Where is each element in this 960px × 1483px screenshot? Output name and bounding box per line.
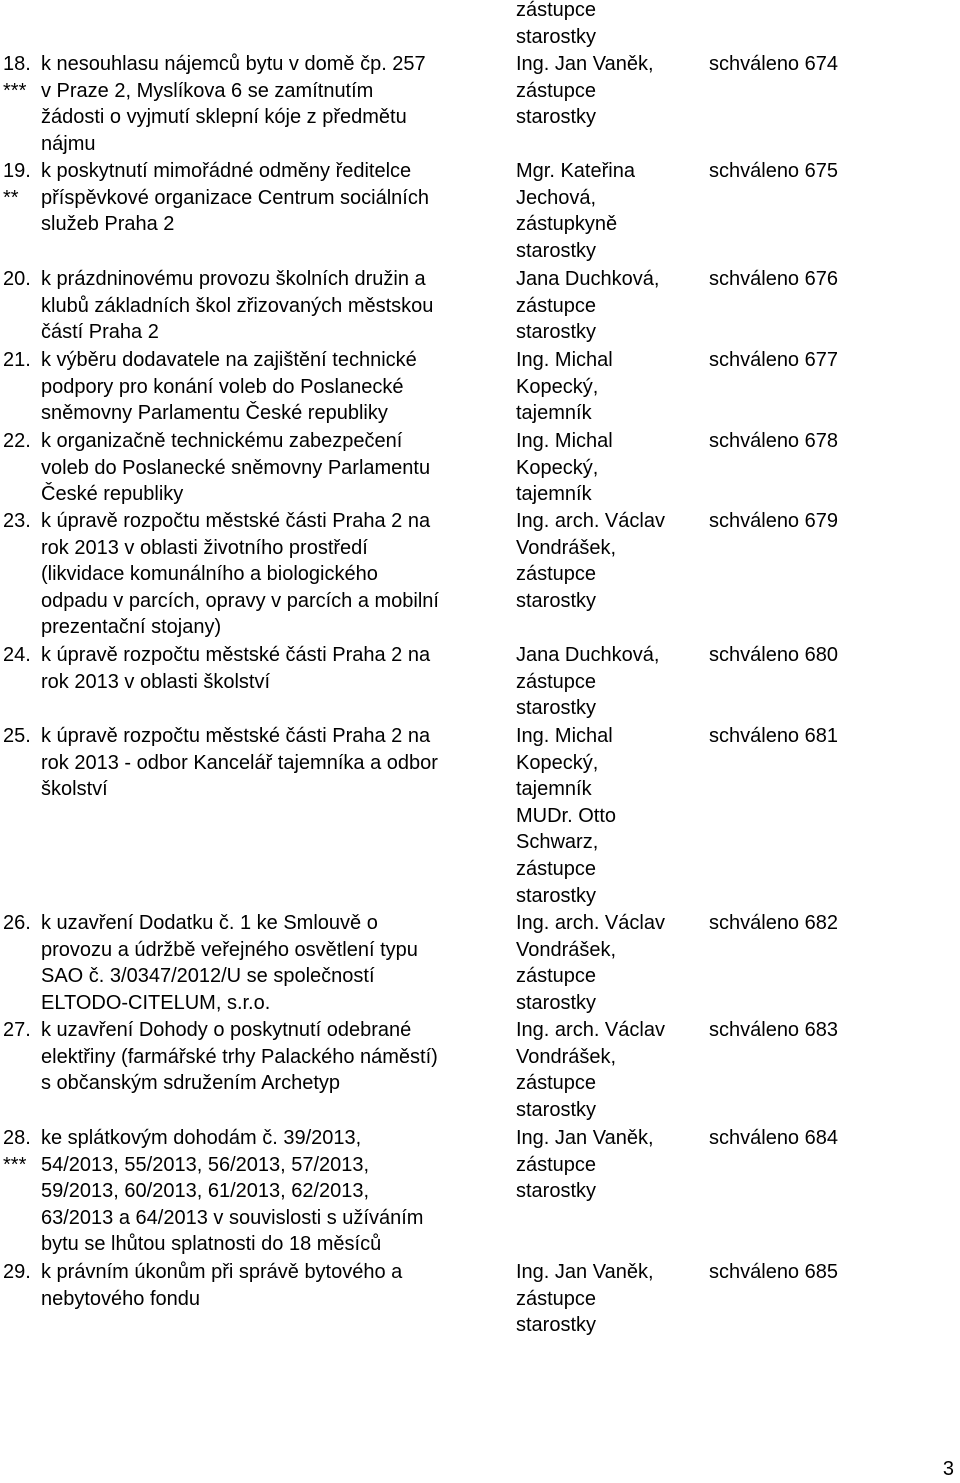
- description-line: 63/2013 a 64/2013 v souvislosti s užíváním: [41, 1206, 424, 1229]
- presenter-line: starostky: [516, 1314, 597, 1337]
- presenter-line: starostky: [516, 991, 597, 1014]
- presenter-line: Kopecký,: [516, 456, 599, 479]
- description-line: rok 2013 v oblasti školství: [41, 670, 270, 693]
- description-line: provozu a údržbě veřejného osvětlení typu: [41, 938, 418, 961]
- description-line: k organizačně technickému zabezpečení: [41, 430, 403, 452]
- presenter-line: Jechová,: [516, 186, 597, 209]
- item-description: [41, 158, 511, 238]
- description-line: k uzavření Dodatku č. 1 ke Smlouvě o: [41, 912, 378, 934]
- description-line: s občanským sdružením Archetyp: [41, 1072, 341, 1095]
- item-presenter: [516, 51, 701, 131]
- description-line: rok 2013 - odbor Kancelář tajemníka a odbor: [41, 751, 438, 774]
- description-line: příspěvkové organizace Centrum sociálních: [41, 186, 429, 209]
- item-number: [3, 508, 41, 535]
- presenter-line: zástupce: [516, 294, 597, 317]
- description-line: klubů základních škol zřizovaných městskou: [41, 294, 434, 317]
- presenter-line: zástupce: [516, 563, 597, 586]
- presenter-line: Ing. arch. Václav: [516, 1019, 665, 1041]
- presenter-line: starostky: [516, 1098, 597, 1121]
- description-line: prezentační stojany): [41, 616, 222, 639]
- item-result: schváleno 676: [709, 268, 838, 290]
- description-line: k uzavření Dohody o poskytnutí odebrané: [41, 1019, 412, 1041]
- item-description: [41, 1125, 511, 1258]
- description-line: podpory pro konání voleb do Poslanecké: [41, 375, 404, 398]
- description-line: žádosti o vyjmutí sklepní kóje z předmětu: [41, 106, 407, 129]
- presenter-line: Kopecký,: [516, 751, 599, 774]
- item-number-text: 26.: [3, 912, 31, 934]
- item-number: [3, 723, 41, 750]
- description-line: částí Praha 2: [41, 321, 159, 344]
- item-presenter: [516, 266, 701, 346]
- item-description: [41, 1017, 511, 1097]
- description-line: nájmu: [41, 132, 96, 155]
- item-description: [41, 51, 511, 157]
- presenter-line: starostky: [516, 321, 597, 344]
- item-number-text: 18.: [3, 53, 31, 75]
- presenter-line: starostky: [516, 239, 597, 262]
- item-result: schváleno 682: [709, 912, 838, 934]
- item-presenter: [516, 1125, 701, 1205]
- item-number: [3, 266, 41, 293]
- description-line: k prázdninovému provozu školních družin a: [41, 268, 426, 290]
- item-number-text: 19.: [3, 160, 31, 182]
- description-line: odpadu v parcích, opravy v parcích a mobilní: [41, 589, 439, 612]
- item-number-text: 27.: [3, 1019, 31, 1041]
- item-presenter: [516, 1259, 701, 1339]
- presenter-line: tajemník: [516, 402, 592, 425]
- item-result: schváleno 675: [709, 160, 838, 182]
- item-presenter: [516, 347, 701, 427]
- description-line: služeb Praha 2: [41, 213, 175, 236]
- presenter-line: Mgr. Kateřina: [516, 160, 635, 182]
- item-presenter: [516, 642, 701, 722]
- item-presenter: [516, 428, 701, 508]
- item-stars: **: [3, 186, 19, 209]
- item-description: [41, 910, 511, 1016]
- presenter-line: Ing. Jan Vaněk,: [516, 1261, 654, 1283]
- presenter-line: MUDr. Otto: [516, 804, 617, 827]
- item-number-text: 25.: [3, 725, 31, 747]
- presenter-line: starostky: [516, 884, 597, 907]
- item-result: schváleno 678: [709, 430, 838, 452]
- presenter-line: tajemník: [516, 778, 592, 801]
- presenter-line: Jana Duchková,: [516, 268, 660, 290]
- description-line: nebytového fondu: [41, 1287, 201, 1310]
- item-description: [41, 1259, 511, 1312]
- item-number: [3, 347, 41, 374]
- description-line: České republiky: [41, 483, 184, 506]
- presenter-line: zástupkyně: [516, 213, 618, 236]
- presenter-line: Ing. Jan Vaněk,: [516, 53, 654, 75]
- presenter-line: zástupce: [516, 1072, 597, 1095]
- description-line: v Praze 2, Myslíkova 6 se zamítnutím: [41, 79, 374, 102]
- presenter-line: starostky: [516, 589, 597, 612]
- item-description: [41, 508, 511, 641]
- item-result: schváleno 681: [709, 725, 838, 747]
- item-number-text: 29.: [3, 1261, 31, 1283]
- presenter-line: zástupce: [516, 670, 597, 693]
- description-line: k výběru dodavatele na zajištění technické: [41, 349, 417, 371]
- presenter-line: zástupce: [516, 79, 597, 102]
- presenter-line: Vondrášek,: [516, 938, 617, 961]
- item-number: [3, 910, 41, 937]
- presenter-line: Ing. arch. Václav: [516, 912, 665, 934]
- description-line: k úpravě rozpočtu městské části Praha 2 na: [41, 644, 431, 666]
- presenter-line: tajemník: [516, 483, 592, 506]
- description-line: 59/2013, 60/2013, 61/2013, 62/2013,: [41, 1180, 370, 1203]
- description-line: k nesouhlasu nájemců bytu v domě čp. 257: [41, 53, 426, 75]
- item-result: schváleno 680: [709, 644, 838, 666]
- presenter-line: Ing. Michal: [516, 430, 613, 452]
- description-line: k právním úkonům při správě bytového a: [41, 1261, 403, 1283]
- description-line: 54/2013, 55/2013, 56/2013, 57/2013,: [41, 1153, 370, 1176]
- description-line: (likvidace komunálního a biologického: [41, 563, 378, 586]
- item-result: schváleno 685: [709, 1261, 838, 1283]
- item-presenter: [516, 158, 701, 264]
- presenter-line: zástupce: [516, 965, 597, 988]
- item-result: schváleno 684: [709, 1127, 838, 1149]
- item-number: [3, 642, 41, 669]
- description-line: SAO č. 3/0347/2012/U se společností: [41, 965, 375, 988]
- item-number: [3, 1125, 41, 1178]
- item-result: schváleno 674: [709, 53, 838, 75]
- presenter-line: starostky: [516, 697, 597, 720]
- item-number: [3, 158, 41, 211]
- item-number: [3, 428, 41, 455]
- item-description: [41, 266, 511, 346]
- item-number-text: 28.: [3, 1127, 31, 1149]
- presenter-line: Ing. Michal: [516, 349, 613, 371]
- description-line: ke splátkovým dohodám č. 39/2013,: [41, 1127, 362, 1149]
- description-line: k poskytnutí mimořádné odměny ředitelce: [41, 160, 412, 182]
- description-line: rok 2013 v oblasti životního prostředí: [41, 536, 368, 559]
- item-result: schváleno 677: [709, 349, 838, 371]
- item-presenter: [516, 910, 701, 1016]
- item-number-text: 21.: [3, 349, 31, 371]
- page-number: 3: [942, 1458, 954, 1480]
- description-line: voleb do Poslanecké sněmovny Parlamentu: [41, 456, 431, 479]
- item-presenter: [516, 1017, 701, 1123]
- item-description: [41, 642, 511, 695]
- item-number-text: 20.: [3, 268, 31, 290]
- presenter-line: Ing. arch. Václav: [516, 510, 665, 532]
- presenter-line: zástupce: [516, 1287, 597, 1310]
- item-presenter: [516, 508, 701, 614]
- description-line: ELTODO-CITELUM, s.r.o.: [41, 991, 271, 1014]
- description-line: k úpravě rozpočtu městské části Praha 2 na: [41, 725, 431, 747]
- presenter-line: Kopecký,: [516, 375, 599, 398]
- presenter-line: Schwarz,: [516, 831, 599, 854]
- item-number: [3, 1017, 41, 1044]
- continuation-presenter: [516, 0, 701, 50]
- continuation-line: starostky: [516, 25, 597, 48]
- continuation-line: zástupce: [516, 0, 597, 21]
- item-description: [41, 428, 511, 508]
- description-line: sněmovny Parlamentu České republiky: [41, 402, 388, 425]
- presenter-line: Jana Duchková,: [516, 644, 660, 666]
- presenter-line: starostky: [516, 1180, 597, 1203]
- item-stars: ***: [3, 1153, 27, 1176]
- item-result: schváleno 679: [709, 510, 838, 532]
- presenter-line: Ing. Jan Vaněk,: [516, 1127, 654, 1149]
- presenter-line: zástupce: [516, 857, 597, 880]
- presenter-line: Vondrášek,: [516, 1045, 617, 1068]
- item-presenter: [516, 723, 701, 909]
- presenter-line: Vondrášek,: [516, 536, 617, 559]
- item-description: [41, 347, 511, 427]
- description-line: bytu se lhůtou splatnosti do 18 měsíců: [41, 1233, 382, 1256]
- presenter-line: zástupce: [516, 1153, 597, 1176]
- item-number: [3, 51, 41, 104]
- item-stars: ***: [3, 79, 27, 102]
- description-line: elektřiny (farmářské trhy Palackého náměstí): [41, 1045, 438, 1068]
- item-number: [3, 1259, 41, 1286]
- item-description: [41, 723, 511, 803]
- presenter-line: starostky: [516, 106, 597, 129]
- item-number-text: 22.: [3, 430, 31, 452]
- item-result: schváleno 683: [709, 1019, 838, 1041]
- presenter-line: Ing. Michal: [516, 725, 613, 747]
- item-number-text: 23.: [3, 510, 31, 532]
- description-line: k úpravě rozpočtu městské části Praha 2 na: [41, 510, 431, 532]
- description-line: školství: [41, 778, 108, 801]
- item-number-text: 24.: [3, 644, 31, 666]
